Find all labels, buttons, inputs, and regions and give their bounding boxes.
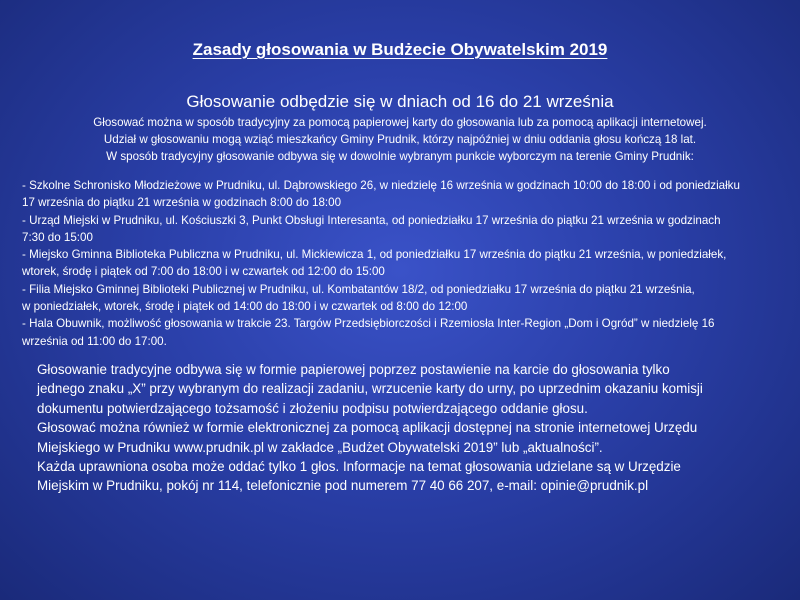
location-line: - Miejsko Gminna Biblioteka Publiczna w Prudniku, ul. Mickiewicza 1, od poniedziałku 17 września do piątku 21 września, w poniedziałek, [22, 248, 727, 262]
voting-rules-paragraph [37, 360, 780, 496]
intro-paragraph [20, 114, 780, 165]
location-line: września od 11:00 do 17:00. [22, 334, 167, 348]
intro-line: W sposób tradycyjny głosowanie odbywa się w dowolnie wybranym punkcie wyborczym na terenie Gminy Prudnik: [106, 150, 694, 163]
rules-line: Głosowanie tradycyjne odbywa się w formie papierowej poprzez postawienie na karcie do głosowania tylko [37, 362, 670, 377]
rules-line: jednego znaku „X” przy wybranym do realizacji zadaniu, wrzucenie karty do urny, po uprzednim okazaniu komisji [37, 381, 703, 397]
location-line: - Urząd Miejski w Prudniku, ul. Kościuszki 3, Punkt Obsługi Interesanta, od poniedziałku 17 września do piątku 21 września w godzinach [22, 213, 721, 227]
intro-line: Udział w głosowaniu mogą wziąć mieszkańcy Gminy Prudnik, którzy najpóźniej w dniu oddania głosu kończą 18 lat. [103, 133, 697, 146]
location-line: 17 września do piątku 21 września w godzinach 8:00 do 18:00 [22, 196, 342, 210]
location-line: - Filia Miejsko Gminnej Biblioteki Publicznej w Prudniku, ul. Kombatantów 18/2, od poniedziałku 17 września do piątku 21 września, [22, 282, 695, 296]
page-title: Zasady głosowania w Budżecie Obywatelskim 2019 [192, 40, 608, 59]
rules-line: dokumentu potwierdzającego tożsamość i złożeniu podpisu potwierdzającego oddanie głosu. [37, 400, 588, 416]
rules-line: Miejskim w Prudniku, pokój nr 114, telefonicznie pod numerem 77 40 66 207, e-mail: opinie@prudnik.pl [37, 478, 649, 494]
voting-dates-heading: Głosowanie odbędzie się w dniach od 16 do 21 września [186, 92, 614, 111]
polling-locations-list [22, 177, 780, 350]
location-line: wtorek, środę i piątek od 7:00 do 18:00 i w czwartek od 12:00 do 15:00 [22, 265, 385, 279]
location-line: w poniedziałek, wtorek, środę i piątek od 14:00 do 18:00 i w czwartek od 8:00 do 12:00 [22, 300, 468, 314]
intro-line: Głosować można w sposób tradycyjny za pomocą papierowej karty do głosowania lub za pomocą aplikacji internetowej. [93, 116, 707, 129]
location-line: - Szkolne Schronisko Młodzieżowe w Prudniku, ul. Dąbrowskiego 26, w niedzielę 16 września w godzinach 10:00 do 18:00 i od poniedziałku [22, 179, 740, 192]
rules-line: Każda uprawniona osoba może oddać tylko 1 głos. Informacje na temat głosowania udzielane są w Urzędzie [37, 459, 681, 475]
rules-line: Głosować można również w formie elektronicznej za pomocą aplikacji dostępnej na stronie internetowej Urzędu [37, 420, 698, 436]
rules-line: Miejskiego w Prudniku www.prudnik.pl w zakładce „Budżet Obywatelski 2019” lub „aktualności”. [37, 439, 603, 455]
location-line: 7:30 do 15:00 [22, 230, 93, 244]
location-line: - Hala Obuwnik, możliwość głosowania w trakcie 23. Targów Przedsiębiorczości i Rzemiosła Inter-Region „Dom i Ogród” w niedzielę 16 [22, 317, 715, 331]
